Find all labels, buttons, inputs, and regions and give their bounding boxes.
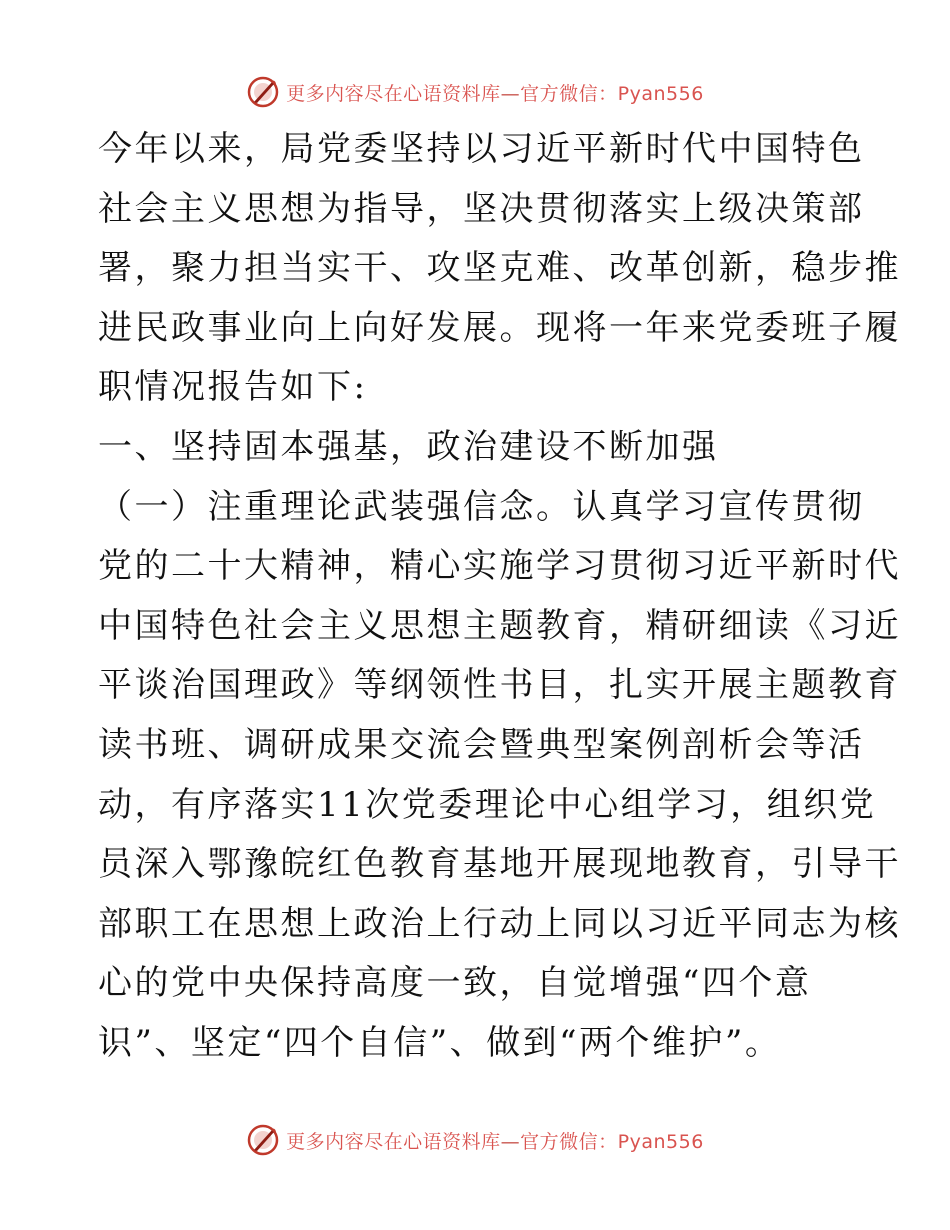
text-line: 平谈治国理政》等纲领性书目，扎实开展主题教育	[98, 665, 901, 706]
text-line: 中国特色社会主义思想主题教育，精研细读《习近	[98, 605, 901, 646]
watermark-header	[0, 72, 950, 112]
text-line: 社会主义思想为指导，坚决贯彻落实上级决策部	[98, 188, 865, 229]
watermark-contact: 官方微信：Pyan556	[520, 1130, 704, 1153]
watermark-text	[286, 1127, 704, 1154]
quill-seal-icon	[246, 1123, 280, 1157]
watermark-contact: 官方微信：Pyan556	[520, 82, 704, 105]
watermark-brand: 更多内容尽在心语资料库	[286, 1130, 501, 1153]
text-line: 党的二十大精神，精心实施学习贯彻习近平新时代	[98, 546, 901, 587]
quill-seal-icon	[246, 75, 280, 109]
document-body	[98, 120, 901, 1074]
watermark-dash: —	[500, 82, 521, 105]
text-line: 进民政事业向上向好发展。现将一年来党委班子履	[98, 307, 901, 348]
text-line: 今年以来，局党委坚持以习近平新时代中国特色	[98, 129, 865, 169]
watermark-footer	[0, 1120, 950, 1160]
watermark-brand: 更多内容尽在心语资料库	[286, 82, 501, 105]
text-line: 心的党中央保持高度一致，自觉增强“四个意	[98, 963, 812, 1004]
text-line: 职情况报告如下:	[98, 367, 368, 408]
text-line: 员深入鄂豫皖红色教育基地开展现地教育，引导干	[98, 844, 901, 885]
text-line: 动，有序落实11次党委理论中心组学习，组织党	[98, 784, 877, 825]
section-heading: 一、坚持固本强基，政治建设不断加强	[98, 426, 719, 467]
text-line: 读书班、调研成果交流会暨典型案例剖析会等活	[98, 724, 865, 765]
text-line: 识”、坚定“四个自信”、做到“两个维护”。	[98, 1022, 782, 1063]
watermark-text	[286, 79, 704, 106]
text-line: （一）注重理论武装强信念。认真学习宣传贯彻	[98, 486, 865, 527]
text-line: 部职工在思想上政治上行动上同以习近平同志为核	[98, 903, 901, 944]
text-line: 署，聚力担当实干、攻坚克难、改革创新，稳步推	[98, 248, 901, 289]
watermark-dash: —	[500, 1130, 521, 1153]
